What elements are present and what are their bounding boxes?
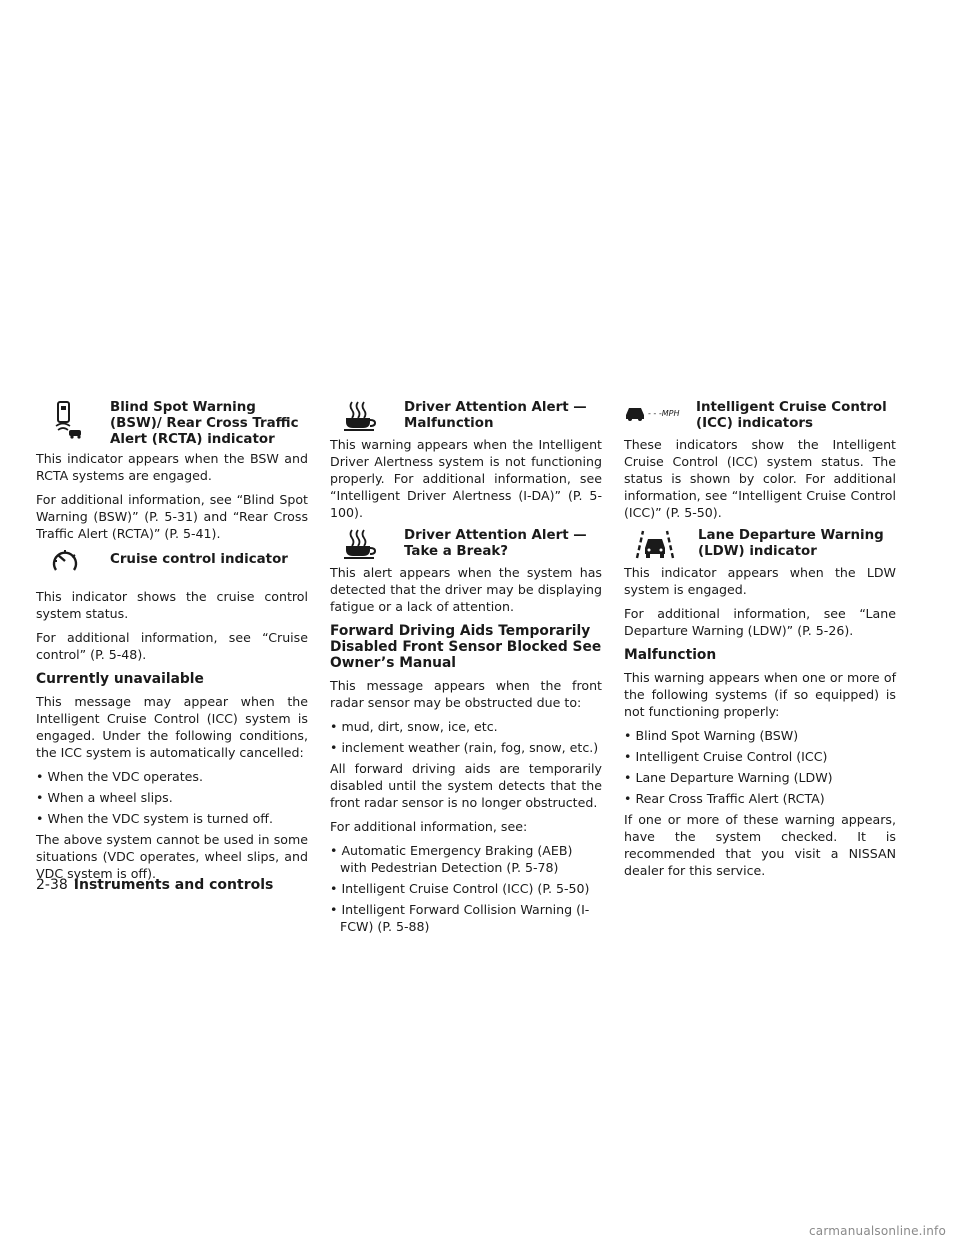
lane-departure-icon — [634, 528, 676, 564]
icc-paragraph: These indicators show the Intelligent Cruise Control (ICC) system status. The status is shown by color. For additional information, see “Intelligent Cruise Control (ICC)” (P. 5-50). — [624, 437, 896, 520]
column-2 — [330, 400, 602, 939]
bsw-indicator-title: Blind Spot Warning (BSW)/ Rear Cross Traffic Alert (RCTA) indicator — [110, 400, 299, 447]
daa-malfunction-title: Driver Attention Alert — Malfunction — [404, 400, 587, 431]
cruise-indicator-block — [36, 552, 308, 586]
coffee-cup-icon — [342, 528, 378, 564]
list-item: • Rear Cross Traffic Alert (RCTA) — [624, 790, 896, 807]
list-item: • mud, dirt, snow, ice, etc. — [330, 718, 602, 735]
column-3 — [624, 400, 896, 886]
ldw-indicator-block — [624, 528, 896, 562]
ldw-indicator-title: Lane Departure Warning (LDW) indicator — [698, 528, 884, 559]
bsw-paragraph-2: For additional information, see “Blind Spot Warning (BSW)” (P. 5-31) and “Rear Cross Traffic Alert (RCTA)” (P. 5-41). — [36, 492, 308, 541]
forward-aids-paragraph-3: For additional information, see: — [330, 819, 528, 834]
daa-malfunction-paragraph: This warning appears when the Intelligent Driver Alertness system is not functioning properly. For additional information, see “Intelligent Driver Alertness (I-DA)” (P. 5-100). — [330, 437, 602, 520]
cruise-paragraph-2: For additional information, see “Cruise control” (P. 5-48). — [36, 630, 308, 662]
blind-spot-warning-icon — [52, 400, 86, 444]
icc-indicator-title: Intelligent Cruise Control (ICC) indicators — [696, 400, 887, 431]
cruise-paragraph-1: This indicator shows the cruise control system status. — [36, 589, 308, 621]
unavailable-paragraph-1: This message may appear when the Intelligent Cruise Control (ICC) system is engaged. Under the following conditions, the ICC system is automatically cancelled: — [36, 694, 308, 760]
bsw-indicator-block — [36, 400, 308, 448]
list-item: • When a wheel slips. — [36, 789, 308, 806]
daa-take-break-paragraph: This alert appears when the system has detected that the driver may be displaying fatigue or a lack of attention. — [330, 565, 602, 614]
malfunction-heading: Malfunction — [624, 647, 717, 663]
watermark-link[interactable]: carmanualsonline.info — [809, 1224, 946, 1238]
ldw-paragraph-1: This indicator appears when the LDW system is engaged. — [624, 565, 896, 597]
ldw-paragraph-2: For additional information, see “Lane Departure Warning (LDW)” (P. 5-26). — [624, 606, 896, 638]
cruise-indicator-title: Cruise control indicator — [110, 552, 288, 567]
list-item: • Blind Spot Warning (BSW) — [624, 727, 896, 744]
page-number: 2-38 — [36, 877, 68, 893]
icc-mph-text: - - -MPH — [648, 409, 680, 418]
list-item: • Automatic Emergency Braking (AEB) with Pedestrian Detection (P. 5-78) — [330, 842, 602, 876]
forward-aids-heading: Forward Driving Aids Temporarily Disabled Front Sensor Blocked See Owner’s Manual — [330, 623, 602, 671]
list-item: • Lane Departure Warning (LDW) — [624, 769, 896, 786]
icc-indicator-block — [624, 400, 896, 434]
page-footer — [36, 877, 273, 893]
watermark-bar — [0, 1222, 960, 1242]
list-item: • Intelligent Forward Collision Warning (I-FCW) (P. 5-88) — [330, 901, 602, 935]
forward-aids-paragraph-2: All forward driving aids are temporarily disabled until the system detects that the front radar sensor is no longer obstructed. — [330, 761, 602, 810]
daa-malfunction-block — [330, 400, 602, 434]
list-item: • Intelligent Cruise Control (ICC) — [624, 748, 896, 765]
list-item: • When the VDC system is turned off. — [36, 810, 308, 827]
column-1 — [36, 400, 308, 889]
section-title: Instruments and controls — [73, 877, 274, 893]
daa-take-break-title: Driver Attention Alert — Take a Break? — [404, 528, 587, 559]
currently-unavailable-heading: Currently unavailable — [36, 671, 204, 687]
forward-aids-paragraph-1: This message appears when the front radar sensor may be obstructed due to: — [330, 678, 602, 710]
bsw-paragraph-1: This indicator appears when the BSW and RCTA systems are engaged. — [36, 451, 308, 483]
list-item: • When the VDC operates. — [36, 768, 308, 785]
daa-take-break-block — [330, 528, 602, 562]
list-item: • Intelligent Cruise Control (ICC) (P. 5-50) — [330, 880, 602, 897]
malfunction-paragraph-2: If one or more of these warning appears, have the system checked. It is recommended that you visit a NISSAN dealer for this service. — [624, 812, 896, 878]
list-item: • inclement weather (rain, fog, snow, etc.) — [330, 739, 602, 756]
malfunction-paragraph-1: This warning appears when one or more of the following systems (if so equipped) is not functioning properly: — [624, 670, 896, 719]
unavailable-paragraph-2: The above system cannot be used in some situations (VDC operates, wheel slips, and VDC system is off). — [36, 832, 308, 881]
cruise-control-icon — [50, 546, 80, 580]
icc-car-mph-icon — [624, 402, 690, 426]
coffee-cup-icon — [342, 400, 378, 436]
